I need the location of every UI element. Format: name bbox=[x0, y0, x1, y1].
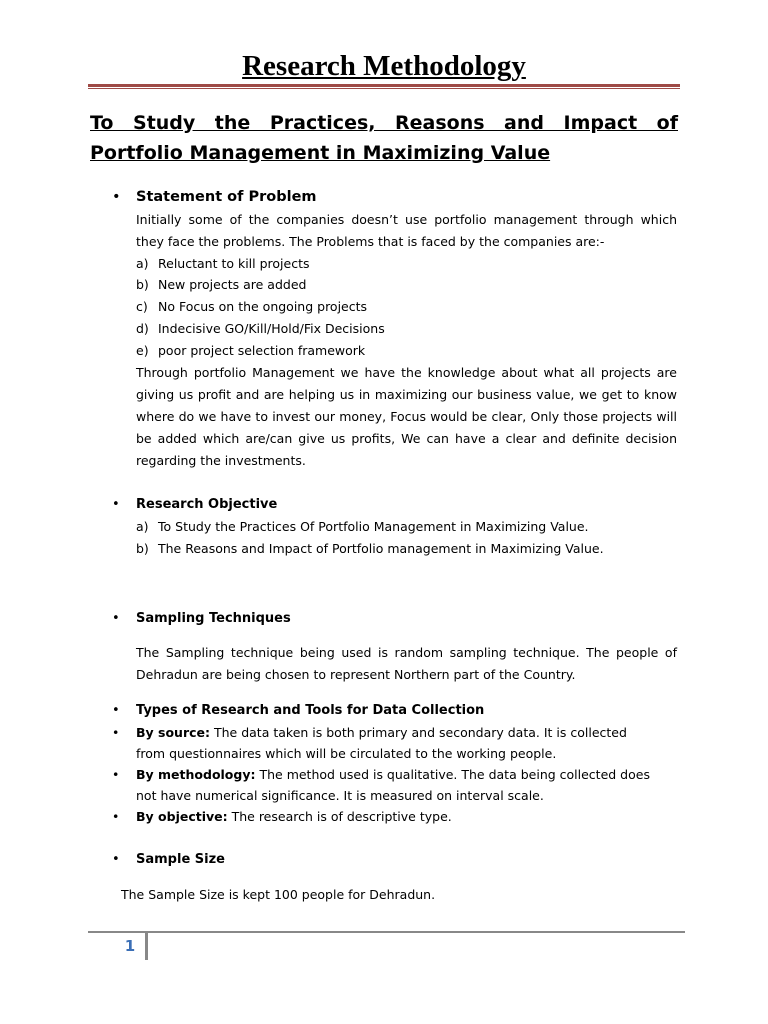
title-rule-thin bbox=[88, 88, 680, 89]
list-item-label: c) bbox=[136, 299, 148, 314]
problem-intro: Initially some of the companies doesn’t use portfolio management through which they face the problems. The Problems that is faced by the companies are:- bbox=[136, 212, 677, 249]
list-item-label: d) bbox=[136, 321, 149, 336]
bullet-label: By objective: bbox=[136, 809, 228, 824]
list-item bbox=[136, 274, 306, 296]
list-item bbox=[136, 253, 310, 275]
list-item-label: b) bbox=[136, 277, 149, 292]
list-item-text: Reluctant to kill projects bbox=[158, 256, 310, 271]
section-heading-types: • Types of Research and Tools for Data Collection bbox=[136, 701, 484, 721]
bullet-by-methodology bbox=[136, 764, 656, 806]
sampling-text: The Sampling technique being used is random sampling technique. The people of Dehradun are being chosen to represent Northern part of the Country. bbox=[136, 645, 677, 682]
list-item bbox=[136, 516, 589, 538]
list-item bbox=[136, 296, 367, 318]
list-item-label: e) bbox=[136, 343, 149, 358]
list-item-text: poor project selection framework bbox=[158, 343, 366, 358]
list-item bbox=[136, 318, 385, 340]
list-item-label: a) bbox=[136, 519, 149, 534]
list-item-label: a) bbox=[136, 256, 149, 271]
sample-size-text: The Sample Size is kept 100 people for Dehradun. bbox=[121, 887, 436, 902]
list-item-text: New projects are added bbox=[158, 277, 307, 292]
bullet-label: By methodology: bbox=[136, 767, 256, 782]
bullet-text: The data taken is both primary and secondary data. It is collected from questionnaires which will be circulated to the working people. bbox=[136, 725, 627, 761]
section-heading-sampling: • Sampling Techniques bbox=[136, 609, 291, 629]
problem-conclusion: Through portfolio Management we have the knowledge about what all projects are giving us profit and are helping us in maximizing our business value, we get to know where do we have to invest our money, Focus would be clear, Only those projects will be added which are/can give us profits, We can have a clear and definite decision regarding the investments. bbox=[136, 365, 677, 468]
title-rule bbox=[88, 84, 680, 87]
document-subtitle: To Study the Practices, Reasons and Impact of Portfolio Management in Maximizing Value bbox=[90, 112, 678, 164]
bullet-label: By source: bbox=[136, 725, 211, 740]
list-item-text: To Study the Practices Of Portfolio Management in Maximizing Value. bbox=[158, 519, 589, 534]
list-item bbox=[136, 538, 604, 560]
page-number: 1 bbox=[124, 937, 136, 955]
list-item-label: b) bbox=[136, 541, 149, 556]
bullet-by-objective bbox=[136, 806, 656, 827]
section-heading-problem: • Statement of Problem bbox=[136, 187, 317, 207]
page-title: Research Methodology bbox=[242, 50, 526, 82]
section-heading-sample-size: • Sample Size bbox=[136, 850, 225, 870]
section-heading-objective: • Research Objective bbox=[136, 495, 277, 515]
list-item bbox=[136, 340, 365, 362]
bullet-by-source bbox=[136, 722, 656, 764]
list-item-text: No Focus on the ongoing projects bbox=[158, 299, 368, 314]
footer-rule bbox=[88, 931, 685, 933]
bullet-text: The method used is qualitative. The data being collected does not have numerical significance. It is measured on interval scale. bbox=[136, 767, 650, 803]
footer-divider bbox=[145, 933, 148, 960]
bullet-text: The research is of descriptive type. bbox=[227, 809, 452, 824]
list-item-text: The Reasons and Impact of Portfolio management in Maximizing Value. bbox=[158, 541, 604, 556]
list-item-text: Indecisive GO/Kill/Hold/Fix Decisions bbox=[158, 321, 385, 336]
